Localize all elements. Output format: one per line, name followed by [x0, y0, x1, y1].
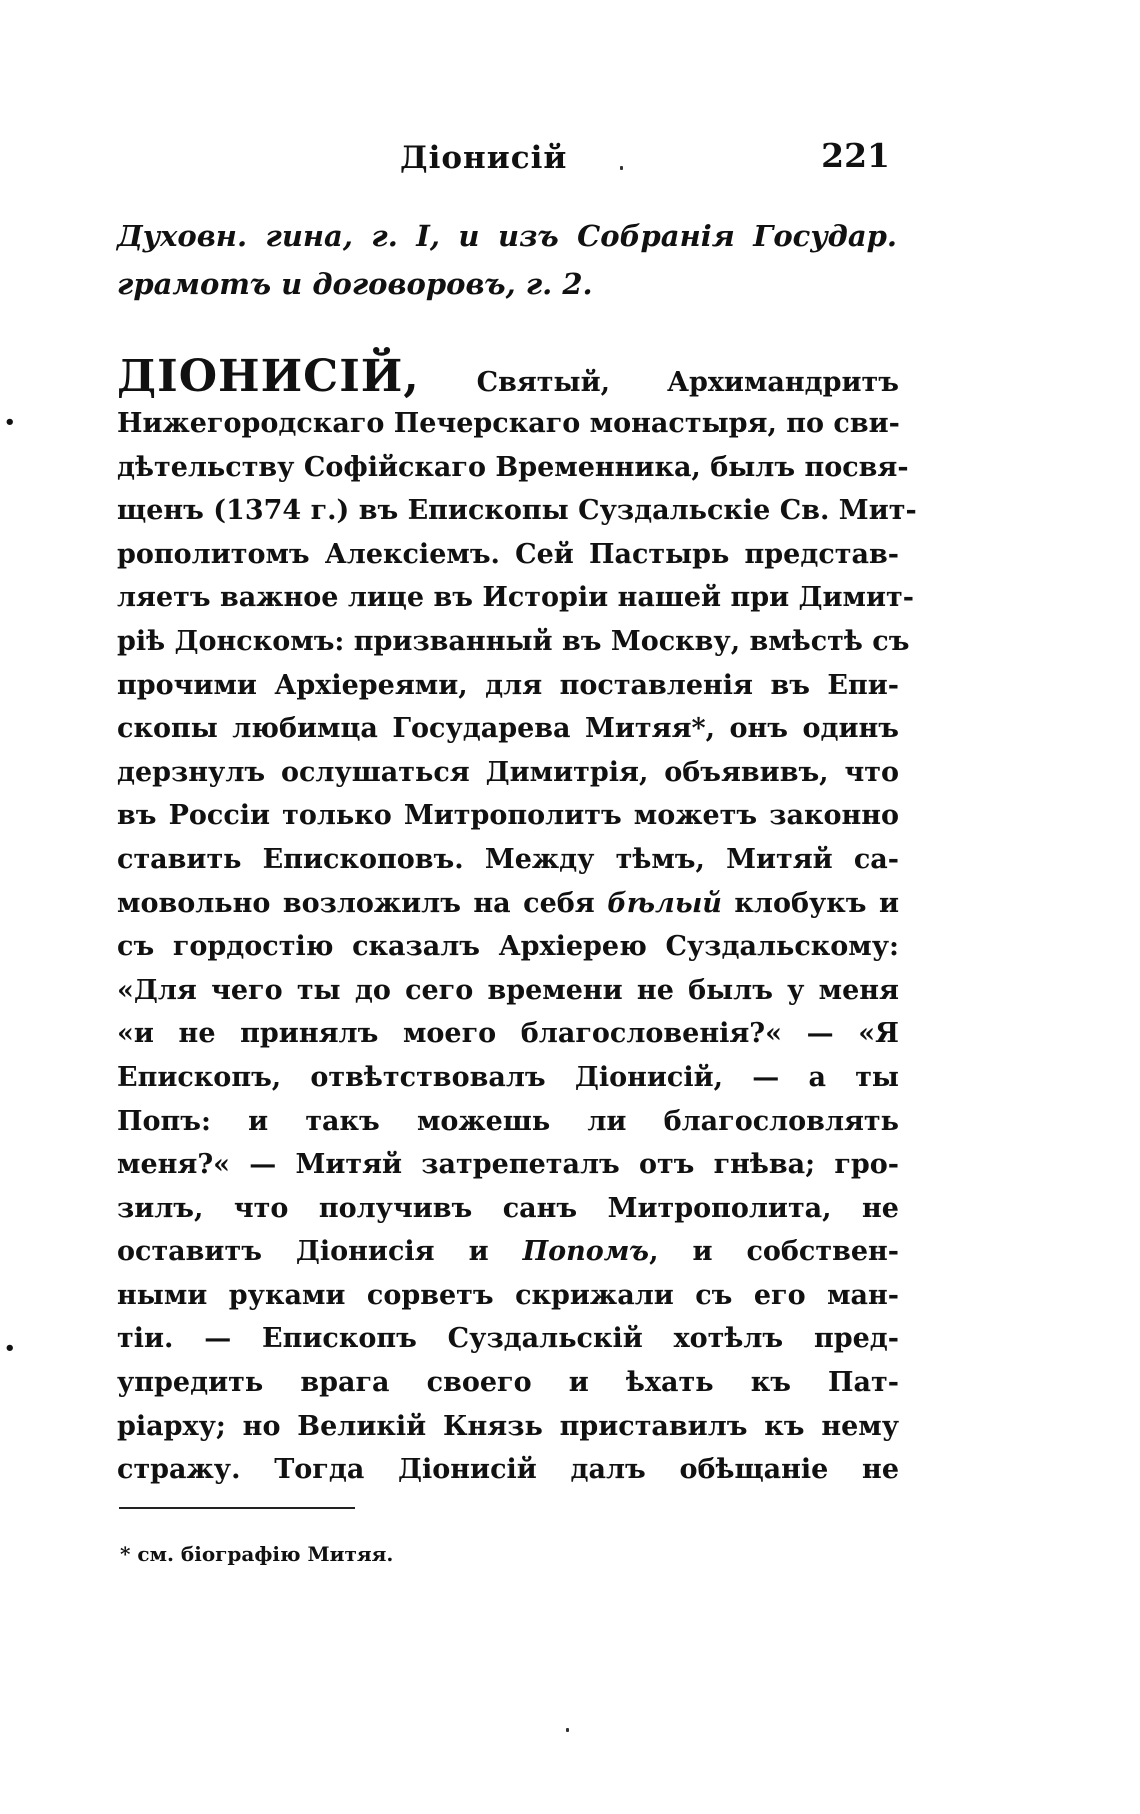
text-line: Попъ: и такъ можешь ли благословлять: [117, 1105, 899, 1137]
text-line-with-italic: [117, 1230, 899, 1274]
text-line: съ гордостію сказалъ Архіерею Суздальскому:: [117, 931, 899, 963]
scan-speck: [566, 1728, 569, 1732]
page-number: 221: [821, 136, 890, 175]
italic-word: Попомъ: [522, 1236, 650, 1268]
text-line: стражу. Тогда Діонисій далъ обѣщаніе не: [117, 1454, 899, 1486]
text-line: упредить врага своего и ѣхать къ Пат-: [117, 1367, 899, 1399]
text-segment: мовольно возложилъ на себя: [117, 887, 595, 919]
text-line: зилъ, что получивъ санъ Митрополита, не: [117, 1192, 899, 1224]
text-line: Нижегородскаго Печерскаго монастыря, по сви-: [117, 408, 900, 439]
text-line: ляетъ важное лице въ Исторіи нашей при Димит-: [117, 582, 914, 614]
text-line: рополитомъ Алексіемъ. Сей Пастырь представ-: [117, 538, 899, 570]
entry-headword: ДІОНИСІЙ,: [117, 351, 420, 402]
text-line: ріарху; но Великій Князь приставилъ къ нему: [117, 1410, 899, 1442]
text-segment: оставитъ Діонисія и: [117, 1236, 489, 1268]
text-line: ріѣ Донскомъ: призванный въ Москву, вмѣстѣ съ: [117, 625, 910, 657]
text-segment: клобукъ и: [734, 887, 899, 919]
text-line: дѣтельству Софійскаго Временника, былъ посвя-: [117, 451, 909, 483]
text-line: «и не принялъ моего благословенія?« — «Я: [117, 1018, 899, 1050]
reference-block: [117, 212, 897, 308]
footnote: * см. біографію Митяя.: [120, 1542, 394, 1566]
text-line: прочими Архіереями, для поставленія въ Епи-: [117, 669, 899, 701]
text-line: меня?« — Митяй затрепеталъ отъ гнѣва; гро-: [117, 1149, 899, 1181]
margin-mark-icon: •: [4, 1338, 16, 1359]
footnote-rule: [119, 1507, 355, 1509]
scan-speck: [620, 166, 623, 170]
text-line: дерзнулъ ослушаться Димитрія, объявивъ, что: [117, 756, 899, 788]
italic-word: бѣлый: [607, 887, 722, 919]
text-segment: , и собствен-: [649, 1236, 899, 1268]
text-line: щенъ (1374 г.) въ Епископы Суздальскіе Св. Мит-: [117, 495, 917, 527]
text-line-with-italic: [117, 882, 899, 926]
entry-first-line-rest: Святый, Архимандритъ: [476, 367, 899, 398]
text-line: скопы любимца Государева Митяя*, онъ одинъ: [117, 713, 899, 745]
text-line: ставить Епископовъ. Между тѣмъ, Митяй са-: [117, 843, 899, 875]
reference-line: грамотъ и договоровъ, г. 2.: [117, 267, 593, 301]
text-line: «Для чего ты до сего времени не былъ у меня: [117, 974, 899, 1006]
text-line: ными руками сорветъ скрижали съ его ман-: [117, 1279, 899, 1311]
margin-mark-icon: •: [4, 412, 16, 433]
text-line: Епископъ, отвѣтствовалъ Діонисій, — а ты: [117, 1061, 899, 1093]
entry-body: [117, 351, 917, 1492]
entry-first-line: [117, 352, 899, 402]
running-head-title: Діонисій: [400, 140, 568, 176]
text-line: въ Россіи только Митрополитъ можетъ законно: [117, 800, 899, 832]
reference-line: Духовн. гина, г. I, и изъ Собранія Государ.: [117, 219, 897, 253]
text-line: тіи. — Епископъ Суздальскій хотѣлъ пред-: [117, 1323, 899, 1355]
